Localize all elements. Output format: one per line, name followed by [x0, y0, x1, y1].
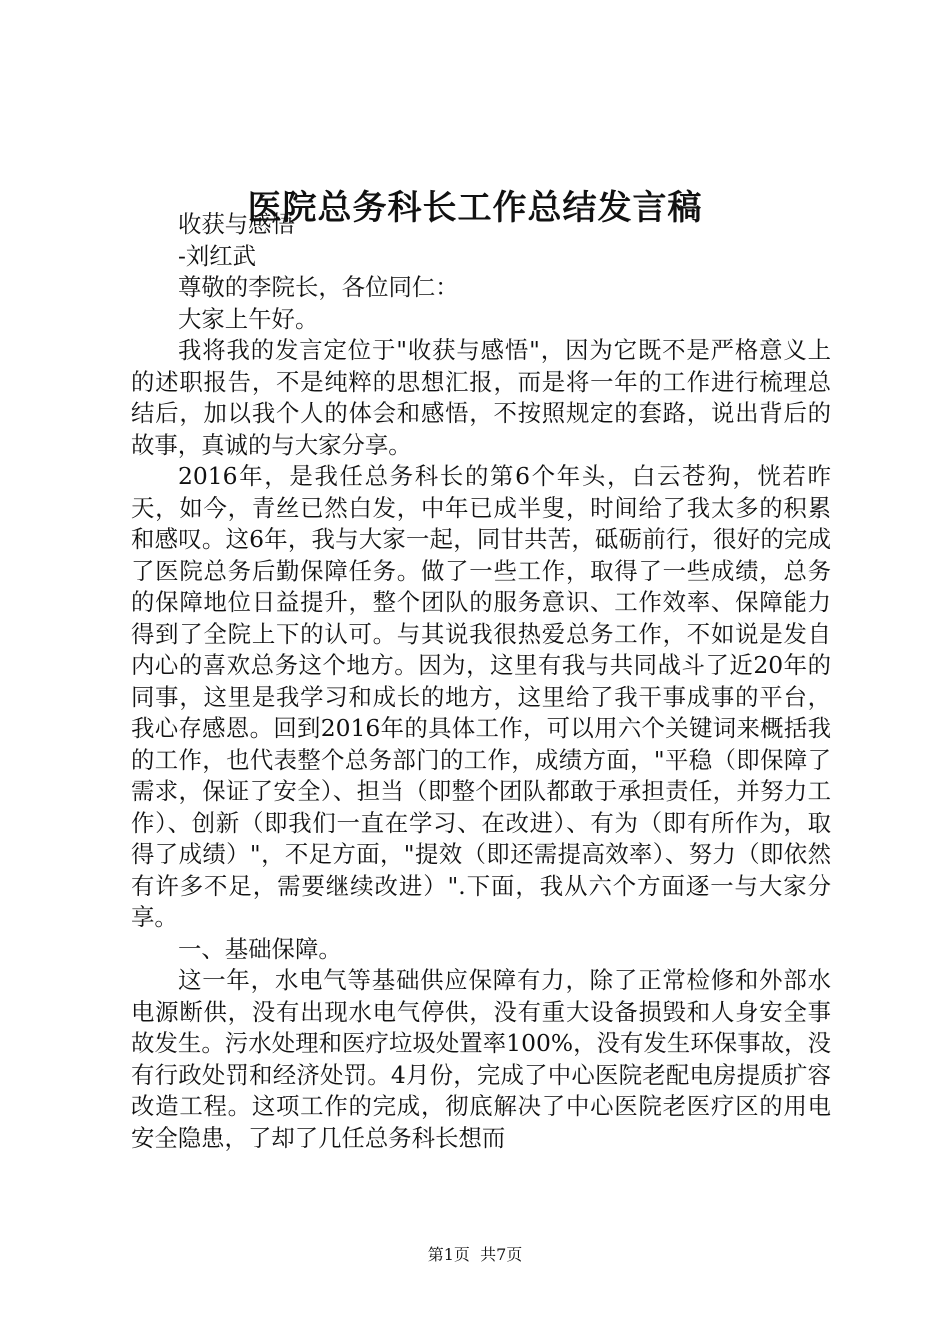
- subtitle: 收获与感悟: [178, 210, 295, 238]
- body-paragraph: 2016年，是我任总务科长的第6个年头，白云苍狗，恍若昨天，如今，青丝已然白发，中年已成半叟，时间给了我太多的积累和感叹。这6年，我与大家一起，同甘共苦，砥砺前行，很好的完成了医院总务后勤保障任务。做了一些工作，取得了一些成绩，总务的保障地位日益提升，整个团队的服务意识、工作效率、保障能力得到了全院上下的认可。与其说我很热爱总务工作，不如说是发自内心的喜欢总务这个地方。因为，这里有我与共同战斗了近20年的同事，这里是我学习和成长的地方，这里给了我干事成事的平台，我心存感恩。回到2016年的具体工作，可以用六个关键词来概括我的工作，也代表整个总务部门的工作，成绩方面，"平稳（即保障了需求，保证了安全）、担当（即整个团队都敢于承担责任，并努力工作）、创新（即我们一直在学习、在改进）、有为（即有所作为，取得了成绩）"，不足方面，"提效（即还需提高效率）、努力（即依然有许多不足，需要继续改进）".下面，我从六个方面逐一与大家分享。: [131, 462, 831, 931]
- document-title: 医院总务科长工作总结发言稿: [247, 188, 703, 228]
- page-footer: 第1页 共7页: [427, 1245, 523, 1264]
- body-paragraph: 这一年，水电气等基础供应保障有力，除了正常检修和外部水电源断供，没有出现水电气停供，没有重大设备损毁和人身安全事故发生。污水处理和医疗垃圾处置率100%，没有发生环保事故，没有行政处罚和经济处罚。4月份，完成了中心医院老配电房提质扩容改造工程。这项工作的完成，彻底解决了中心医院老医疗区的用电安全隐患，了却了几任总务科长想而: [131, 966, 831, 1152]
- document-body: [131, 209, 831, 1154]
- body-paragraph: 我将我的发言定位于"收获与感悟"，因为它既不是严格意义上的述职报告，不是纯粹的思想汇报，而是将一年的工作进行梳理总结后，加以我个人的体会和感悟，不按照规定的套路，说出背后的故事，真诚的与大家分享。: [131, 336, 831, 459]
- greeting: 大家上午好。: [178, 304, 319, 333]
- section-heading: 一、基础保障。: [178, 934, 342, 963]
- author-line: -刘红武: [178, 241, 257, 270]
- salutation: 尊敬的李院长，各位同仁：: [178, 273, 459, 301]
